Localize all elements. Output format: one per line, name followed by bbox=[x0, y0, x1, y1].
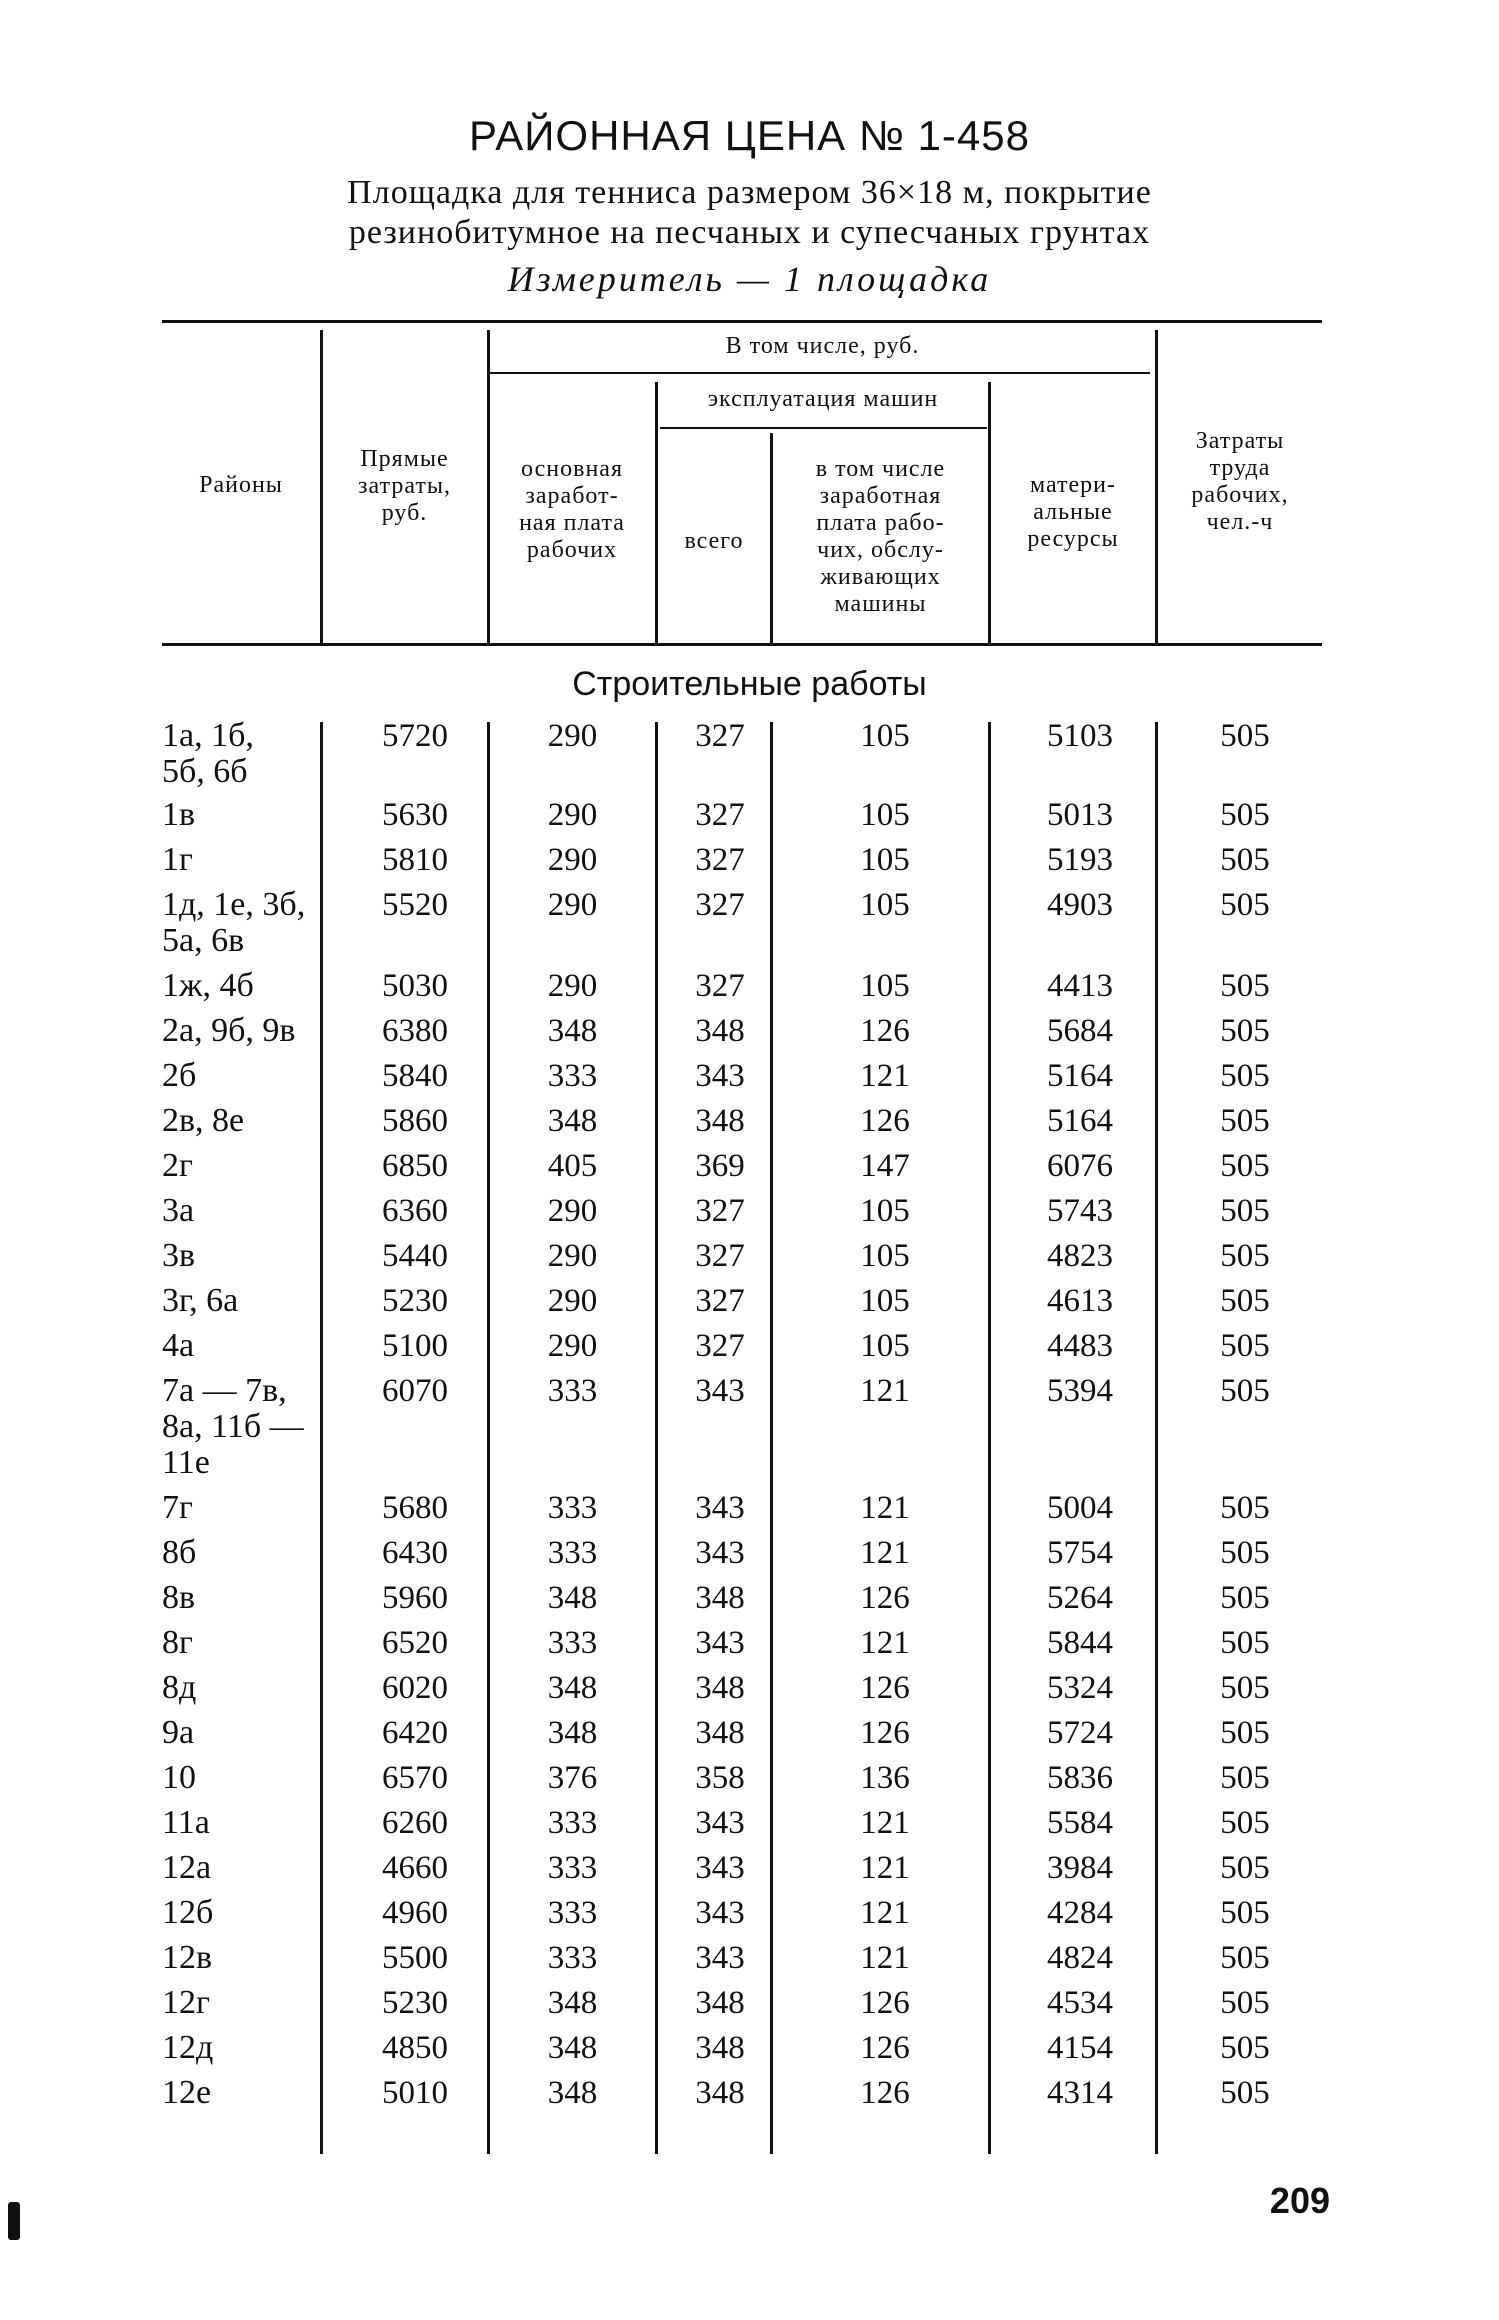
wage-cell: 348 bbox=[547, 1670, 598, 1706]
body-divider-3 bbox=[655, 722, 658, 2154]
machines-wage-cell: 121 bbox=[860, 1940, 910, 1976]
wage-cell: 348 bbox=[547, 1715, 598, 1751]
wage-cell: 333 bbox=[547, 1625, 598, 1661]
wage-cell: 290 bbox=[547, 1328, 598, 1364]
region-cell bbox=[162, 887, 322, 959]
header-direct bbox=[322, 446, 487, 527]
machines-wage-cell: 105 bbox=[860, 887, 910, 923]
labor-cell: 505 bbox=[1220, 1850, 1270, 1886]
machines-wage-cell: 105 bbox=[860, 1238, 910, 1274]
materials-cell: 4314 bbox=[1047, 2075, 1113, 2111]
header-wage-line-1: основная bbox=[521, 456, 623, 482]
header-wage-line-3: ная плата bbox=[519, 510, 625, 536]
header-labor-line-3: рабочих, bbox=[1191, 482, 1289, 508]
machines-total-cell: 327 bbox=[695, 887, 745, 923]
region-line-1: 1д, 1е, 3б, bbox=[162, 886, 306, 923]
materials-cell: 5004 bbox=[1047, 1490, 1113, 1526]
labor-cell: 505 bbox=[1220, 1103, 1270, 1139]
direct-cost-cell: 5720 bbox=[382, 718, 448, 754]
region-cell bbox=[162, 718, 322, 790]
machines-total-cell: 348 bbox=[695, 2030, 745, 2066]
wage-cell: 348 bbox=[547, 2075, 598, 2111]
labor-cell: 505 bbox=[1220, 1625, 1270, 1661]
region-cell: 1в bbox=[162, 796, 196, 833]
materials-cell: 5724 bbox=[1047, 1715, 1113, 1751]
region-cell: 3г, 6а bbox=[162, 1282, 239, 1319]
machines-total-cell: 327 bbox=[695, 1283, 745, 1319]
labor-cell: 505 bbox=[1220, 1940, 1270, 1976]
region-cell: 10 bbox=[162, 1759, 196, 1796]
header-mat-line-1: матери- bbox=[1029, 472, 1117, 498]
labor-cell: 505 bbox=[1220, 1760, 1270, 1796]
wage-cell: 348 bbox=[547, 2030, 598, 2066]
header-direct-line-1: Прямые bbox=[360, 446, 449, 472]
labor-cell: 505 bbox=[1220, 1373, 1270, 1409]
wage-cell: 290 bbox=[547, 718, 598, 754]
materials-cell: 4613 bbox=[1047, 1283, 1113, 1319]
direct-cost-cell: 4960 bbox=[382, 1895, 448, 1931]
machines-wage-cell: 105 bbox=[860, 718, 910, 754]
machines-rule bbox=[660, 427, 987, 429]
materials-cell: 4413 bbox=[1047, 968, 1113, 1004]
region-cell: 3а bbox=[162, 1192, 195, 1229]
measure-unit: Измеритель — 1 площадка bbox=[507, 259, 992, 299]
including-rule bbox=[490, 372, 1150, 374]
machines-wage-cell: 126 bbox=[860, 1580, 910, 1616]
materials-cell: 5394 bbox=[1047, 1373, 1113, 1409]
materials-cell: 5193 bbox=[1047, 842, 1113, 878]
direct-cost-cell: 5520 bbox=[382, 887, 448, 923]
machines-wage-cell: 105 bbox=[860, 1283, 910, 1319]
materials-cell: 4483 bbox=[1047, 1328, 1113, 1364]
direct-cost-cell: 5860 bbox=[382, 1103, 448, 1139]
direct-cost-cell: 5960 bbox=[382, 1580, 448, 1616]
wage-cell: 333 bbox=[547, 1535, 598, 1571]
region-cell: 2в, 8е bbox=[162, 1102, 245, 1139]
machines-total-cell: 348 bbox=[695, 1580, 745, 1616]
region-line-2: 8а, 11б — bbox=[162, 1408, 304, 1445]
header-including: В том числе, руб. bbox=[725, 333, 920, 359]
machines-wage-cell: 126 bbox=[860, 1013, 910, 1049]
machines-wage-cell: 126 bbox=[860, 1715, 910, 1751]
region-line-1: 1а, 1б, bbox=[162, 717, 254, 754]
header-incl-line-3: плата рабо- bbox=[816, 510, 945, 536]
machines-total-cell: 343 bbox=[695, 1895, 745, 1931]
machines-total-cell: 327 bbox=[695, 718, 745, 754]
machines-wage-cell: 121 bbox=[860, 1625, 910, 1661]
materials-cell: 5324 bbox=[1047, 1670, 1113, 1706]
region-cell: 12д bbox=[162, 2029, 214, 2066]
region-cell: 12а bbox=[162, 1849, 212, 1886]
machines-wage-cell: 126 bbox=[860, 1670, 910, 1706]
machines-total-cell: 327 bbox=[695, 1328, 745, 1364]
materials-cell: 6076 bbox=[1047, 1148, 1113, 1184]
materials-cell: 3984 bbox=[1047, 1850, 1113, 1886]
wage-cell: 376 bbox=[547, 1760, 598, 1796]
machines-total-cell: 348 bbox=[695, 1715, 745, 1751]
wage-cell: 333 bbox=[547, 1805, 598, 1841]
header-wage bbox=[489, 456, 655, 564]
machines-total-cell: 327 bbox=[695, 968, 745, 1004]
machines-wage-cell: 126 bbox=[860, 2030, 910, 2066]
machines-total-cell: 348 bbox=[695, 2075, 745, 2111]
header-direct-line-3: руб. bbox=[381, 500, 428, 526]
header-regions: Районы bbox=[199, 472, 283, 498]
machines-wage-cell: 121 bbox=[860, 1490, 910, 1526]
table-top-rule bbox=[162, 320, 1322, 323]
region-cell: 8б bbox=[162, 1534, 197, 1571]
machines-total-cell: 348 bbox=[695, 1103, 745, 1139]
direct-cost-cell: 6380 bbox=[382, 1013, 448, 1049]
machines-total-cell: 358 bbox=[695, 1760, 745, 1796]
direct-cost-cell: 5100 bbox=[382, 1328, 448, 1364]
machines-wage-cell: 105 bbox=[860, 1193, 910, 1229]
header-labor-line-1: Затраты bbox=[1195, 428, 1285, 454]
direct-cost-cell: 5230 bbox=[382, 1985, 448, 2021]
labor-cell: 505 bbox=[1220, 718, 1270, 754]
region-cell: 1ж, 4б bbox=[162, 967, 254, 1004]
labor-cell: 505 bbox=[1220, 797, 1270, 833]
header-bottom-rule bbox=[162, 643, 1322, 646]
machines-wage-cell: 121 bbox=[860, 1895, 910, 1931]
machines-total-cell: 343 bbox=[695, 1535, 745, 1571]
machines-wage-cell: 105 bbox=[860, 797, 910, 833]
header-labor-line-4: чел.-ч bbox=[1206, 509, 1274, 535]
wage-cell: 290 bbox=[547, 1238, 598, 1274]
region-line-1: 7а — 7в, bbox=[162, 1372, 287, 1409]
labor-cell: 505 bbox=[1220, 1535, 1270, 1571]
materials-cell: 5584 bbox=[1047, 1805, 1113, 1841]
page-number: 209 bbox=[1269, 2180, 1330, 2221]
machines-total-cell: 343 bbox=[695, 1940, 745, 1976]
labor-cell: 505 bbox=[1220, 1715, 1270, 1751]
machines-total-cell: 348 bbox=[695, 1013, 745, 1049]
materials-cell: 5013 bbox=[1047, 797, 1113, 833]
wage-cell: 333 bbox=[547, 1895, 598, 1931]
direct-cost-cell: 4850 bbox=[382, 2030, 448, 2066]
wage-cell: 290 bbox=[547, 968, 598, 1004]
materials-cell: 5164 bbox=[1047, 1058, 1113, 1094]
machines-wage-cell: 126 bbox=[860, 1985, 910, 2021]
labor-cell: 505 bbox=[1220, 1895, 1270, 1931]
subtitle-line-2: резинобитумное на песчаных и супесчаных грунтах bbox=[348, 214, 1151, 251]
header-labor bbox=[1158, 428, 1322, 536]
labor-cell: 505 bbox=[1220, 1058, 1270, 1094]
machines-total-cell: 327 bbox=[695, 1238, 745, 1274]
labor-cell: 505 bbox=[1220, 1805, 1270, 1841]
header-incl-line-6: машины bbox=[834, 591, 927, 617]
direct-cost-cell: 6260 bbox=[382, 1805, 448, 1841]
machines-total-cell: 369 bbox=[695, 1148, 745, 1184]
materials-cell: 4284 bbox=[1047, 1895, 1113, 1931]
materials-cell: 5844 bbox=[1047, 1625, 1113, 1661]
wage-cell: 290 bbox=[547, 1193, 598, 1229]
machines-total-cell: 343 bbox=[695, 1805, 745, 1841]
direct-cost-cell: 5500 bbox=[382, 1940, 448, 1976]
header-wage-line-2: заработ- bbox=[525, 483, 619, 509]
header-incl-line-5: живающих bbox=[820, 564, 941, 590]
direct-cost-cell: 6520 bbox=[382, 1625, 448, 1661]
wage-cell: 333 bbox=[547, 1940, 598, 1976]
wage-cell: 333 bbox=[547, 1373, 598, 1409]
wage-cell: 333 bbox=[547, 1850, 598, 1886]
wage-cell: 333 bbox=[547, 1490, 598, 1526]
wage-cell: 348 bbox=[547, 1013, 598, 1049]
region-cell: 7г bbox=[162, 1489, 193, 1526]
header-total: всего bbox=[684, 528, 744, 554]
direct-cost-cell: 6420 bbox=[382, 1715, 448, 1751]
region-cell: 8д bbox=[162, 1669, 197, 1706]
machines-total-cell: 348 bbox=[695, 1670, 745, 1706]
header-incl-line-4: чих, обслу- bbox=[817, 537, 944, 563]
labor-cell: 505 bbox=[1220, 1148, 1270, 1184]
labor-cell: 505 bbox=[1220, 1328, 1270, 1364]
header-labor-line-2: труда bbox=[1209, 455, 1271, 481]
machines-total-cell: 327 bbox=[695, 797, 745, 833]
direct-cost-cell: 5840 bbox=[382, 1058, 448, 1094]
materials-cell: 5684 bbox=[1047, 1013, 1113, 1049]
labor-cell: 505 bbox=[1220, 1670, 1270, 1706]
labor-cell: 505 bbox=[1220, 2030, 1270, 2066]
header-mat-line-3: ресурсы bbox=[1027, 526, 1119, 552]
materials-cell: 4154 bbox=[1047, 2030, 1113, 2066]
materials-cell: 5754 bbox=[1047, 1535, 1113, 1571]
region-cell: 9а bbox=[162, 1714, 195, 1751]
header-wage-line-4: рабочих bbox=[526, 537, 618, 563]
region-cell: 2а, 9б, 9в bbox=[162, 1012, 296, 1049]
header-divider-3 bbox=[655, 382, 658, 645]
direct-cost-cell: 4660 bbox=[382, 1850, 448, 1886]
region-cell: 12г bbox=[162, 1984, 210, 2021]
machines-wage-cell: 121 bbox=[860, 1373, 910, 1409]
machines-wage-cell: 126 bbox=[860, 2075, 910, 2111]
materials-cell: 4903 bbox=[1047, 887, 1113, 923]
wage-cell: 333 bbox=[547, 1058, 598, 1094]
wage-cell: 348 bbox=[547, 1985, 598, 2021]
header-mat-line-2: альные bbox=[1033, 499, 1113, 525]
machines-wage-cell: 147 bbox=[860, 1148, 910, 1184]
labor-cell: 505 bbox=[1220, 1580, 1270, 1616]
header-including-wage bbox=[773, 456, 988, 618]
direct-cost-cell: 6020 bbox=[382, 1670, 448, 1706]
direct-cost-cell: 6070 bbox=[382, 1373, 448, 1409]
region-line-3: 11е bbox=[162, 1444, 210, 1481]
wage-cell: 348 bbox=[547, 1580, 598, 1616]
machines-total-cell: 343 bbox=[695, 1625, 745, 1661]
machines-wage-cell: 121 bbox=[860, 1850, 910, 1886]
machines-total-cell: 327 bbox=[695, 842, 745, 878]
region-cell: 12б bbox=[162, 1894, 214, 1931]
machines-wage-cell: 121 bbox=[860, 1535, 910, 1571]
materials-cell: 4534 bbox=[1047, 1985, 1113, 2021]
machines-wage-cell: 105 bbox=[860, 842, 910, 878]
region-cell: 4а bbox=[162, 1327, 195, 1364]
region-line-2: 5а, 6в bbox=[162, 922, 245, 959]
materials-cell: 5743 bbox=[1047, 1193, 1113, 1229]
header-direct-line-2: затраты, bbox=[358, 473, 451, 499]
wage-cell: 290 bbox=[547, 797, 598, 833]
page-title: РАЙОННАЯ ЦЕНА № 1-458 bbox=[469, 112, 1030, 159]
section-title: Строительные работы bbox=[572, 665, 927, 703]
machines-wage-cell: 136 bbox=[860, 1760, 910, 1796]
direct-cost-cell: 6570 bbox=[382, 1760, 448, 1796]
region-cell: 2б bbox=[162, 1057, 197, 1094]
labor-cell: 505 bbox=[1220, 842, 1270, 878]
wage-cell: 290 bbox=[547, 887, 598, 923]
direct-cost-cell: 5810 bbox=[382, 842, 448, 878]
region-cell: 2г bbox=[162, 1147, 193, 1184]
labor-cell: 505 bbox=[1220, 1283, 1270, 1319]
machines-total-cell: 343 bbox=[695, 1058, 745, 1094]
labor-cell: 505 bbox=[1220, 1193, 1270, 1229]
labor-cell: 505 bbox=[1220, 1985, 1270, 2021]
region-cell bbox=[162, 1373, 322, 1481]
machines-total-cell: 343 bbox=[695, 1490, 745, 1526]
wage-cell: 405 bbox=[547, 1148, 598, 1184]
machines-total-cell: 348 bbox=[695, 1985, 745, 2021]
header-materials bbox=[991, 472, 1155, 553]
machines-wage-cell: 121 bbox=[860, 1058, 910, 1094]
margin-mark bbox=[8, 2202, 20, 2240]
region-cell: 8г bbox=[162, 1624, 193, 1661]
labor-cell: 505 bbox=[1220, 887, 1270, 923]
region-cell: 12е bbox=[162, 2074, 212, 2111]
machines-total-cell: 327 bbox=[695, 1193, 745, 1229]
machines-wage-cell: 105 bbox=[860, 968, 910, 1004]
labor-cell: 505 bbox=[1220, 1490, 1270, 1526]
direct-cost-cell: 5230 bbox=[382, 1283, 448, 1319]
region-cell: 11а bbox=[162, 1804, 210, 1841]
labor-cell: 505 bbox=[1220, 1013, 1270, 1049]
region-cell: 1г bbox=[162, 841, 193, 878]
wage-cell: 348 bbox=[547, 1103, 598, 1139]
region-cell: 12в bbox=[162, 1939, 213, 1976]
materials-cell: 5103 bbox=[1047, 718, 1113, 754]
direct-cost-cell: 5440 bbox=[382, 1238, 448, 1274]
region-cell: 8в bbox=[162, 1579, 196, 1616]
machines-total-cell: 343 bbox=[695, 1373, 745, 1409]
labor-cell: 505 bbox=[1220, 2075, 1270, 2111]
wage-cell: 290 bbox=[547, 842, 598, 878]
subtitle-line-1: Площадка для тенниса размером 36×18 м, покрытие bbox=[347, 174, 1152, 211]
header-incl-line-2: заработная bbox=[819, 483, 942, 509]
region-cell: 3в bbox=[162, 1237, 196, 1274]
header-incl-line-1: в том числе bbox=[815, 456, 946, 482]
direct-cost-cell: 6430 bbox=[382, 1535, 448, 1571]
region-line-2: 5б, 6б bbox=[162, 753, 248, 790]
direct-cost-cell: 5680 bbox=[382, 1490, 448, 1526]
machines-wage-cell: 126 bbox=[860, 1103, 910, 1139]
labor-cell: 505 bbox=[1220, 1238, 1270, 1274]
materials-cell: 5164 bbox=[1047, 1103, 1113, 1139]
materials-cell: 4823 bbox=[1047, 1238, 1113, 1274]
direct-cost-cell: 6360 bbox=[382, 1193, 448, 1229]
materials-cell: 4824 bbox=[1047, 1940, 1113, 1976]
materials-cell: 5264 bbox=[1047, 1580, 1113, 1616]
direct-cost-cell: 5010 bbox=[382, 2075, 448, 2111]
direct-cost-cell: 5630 bbox=[382, 797, 448, 833]
wage-cell: 290 bbox=[547, 1283, 598, 1319]
machines-wage-cell: 121 bbox=[860, 1805, 910, 1841]
machines-wage-cell: 105 bbox=[860, 1328, 910, 1364]
materials-cell: 5836 bbox=[1047, 1760, 1113, 1796]
header-machines: эксплуатация машин bbox=[707, 386, 939, 412]
labor-cell: 505 bbox=[1220, 968, 1270, 1004]
direct-cost-cell: 5030 bbox=[382, 968, 448, 1004]
machines-total-cell: 343 bbox=[695, 1850, 745, 1886]
direct-cost-cell: 6850 bbox=[382, 1148, 448, 1184]
